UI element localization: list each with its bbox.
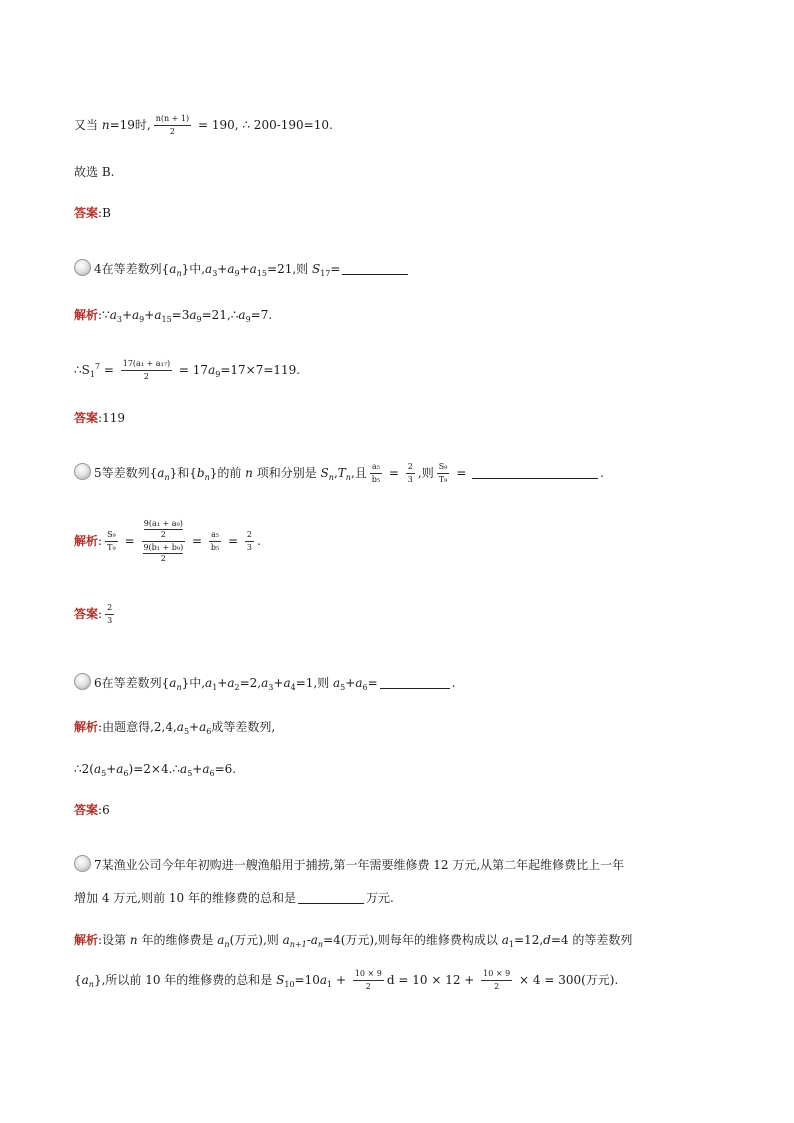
text: 项和分别是 xyxy=(252,466,321,480)
inner-numerator: 9(b₁ + b₉) xyxy=(143,543,184,552)
solution-continuation xyxy=(74,114,333,137)
var: a xyxy=(116,762,124,776)
op: + xyxy=(106,762,117,776)
fraction xyxy=(370,462,382,485)
subscript: 17 xyxy=(320,269,331,278)
answer-blank[interactable] xyxy=(342,262,408,275)
fraction-numerator: 10 × 9 xyxy=(353,969,384,981)
op: - xyxy=(306,933,311,947)
op: + xyxy=(345,676,356,690)
var: a xyxy=(176,720,184,734)
text: 故选 B. xyxy=(74,165,115,179)
question-number: 4 xyxy=(94,262,102,276)
var: a xyxy=(227,676,235,690)
text: 又当 xyxy=(74,118,102,132)
compound-denominator xyxy=(141,542,185,564)
subscript: 4 xyxy=(290,683,296,692)
var: a xyxy=(355,676,363,690)
text: 增加 4 万元,则前 10 年的维修费的总和是 xyxy=(74,891,296,905)
text: = xyxy=(100,363,118,377)
subscript: 10 xyxy=(284,980,295,989)
text: =10 xyxy=(294,973,320,987)
question-5 xyxy=(74,462,604,486)
op: + xyxy=(189,720,200,734)
question-bullet-icon xyxy=(74,463,91,480)
var: a xyxy=(319,973,328,987)
op: + xyxy=(273,676,284,690)
op: + xyxy=(121,308,133,322)
fraction-denominator: b₅ xyxy=(210,543,220,552)
text: 年的维修费是 xyxy=(137,933,218,947)
compound-fraction xyxy=(141,519,185,564)
subscript: 15 xyxy=(161,315,172,324)
solution-label: 解析 xyxy=(74,534,99,548)
fraction-denominator: T₉ xyxy=(107,543,116,552)
var: a xyxy=(261,676,269,690)
fraction xyxy=(121,359,172,382)
var: S xyxy=(276,973,285,987)
question-number: 5 xyxy=(94,466,102,480)
fraction-numerator: n(n + 1) xyxy=(154,114,191,126)
subscript: n xyxy=(317,940,324,949)
subscript: 1 xyxy=(327,980,333,989)
text: =3 xyxy=(171,308,190,322)
text: = xyxy=(330,262,341,276)
text: =19时, xyxy=(109,118,151,132)
colon: : xyxy=(98,206,103,220)
text: 在等差数列{ xyxy=(101,676,170,690)
subscript: 6 xyxy=(123,769,129,778)
fraction-numerator: S₉ xyxy=(437,462,450,474)
q5-solution xyxy=(74,519,261,564)
fraction-denominator: 3 xyxy=(107,616,113,625)
subscript: 9 xyxy=(245,315,251,324)
colon: : xyxy=(98,933,103,947)
inner-denominator: 2 xyxy=(160,530,166,539)
text: 设第 xyxy=(102,933,130,947)
text: =6. xyxy=(214,762,237,776)
op: = xyxy=(385,466,403,480)
text: (万元),则 xyxy=(229,933,283,947)
subscript: 1 xyxy=(508,940,514,949)
subscript: 3 xyxy=(212,269,218,278)
question-4 xyxy=(74,259,410,282)
var: n xyxy=(245,466,253,480)
solution-label: 解析 xyxy=(74,933,99,947)
subscript: 5 xyxy=(183,727,190,736)
var: a xyxy=(93,762,102,776)
fraction xyxy=(406,462,415,485)
answer-label: 答案 xyxy=(74,607,99,621)
text: ∴2( xyxy=(74,762,94,776)
subscript: n xyxy=(176,683,182,692)
answer-blank[interactable] xyxy=(298,891,364,904)
answer-line-5 xyxy=(74,600,117,628)
var: a xyxy=(169,262,177,276)
var: a xyxy=(283,676,291,690)
q4-solution xyxy=(74,307,272,328)
var: b xyxy=(196,466,205,480)
subscript: n xyxy=(345,473,351,482)
answer-line-3 xyxy=(74,205,111,221)
q6-solution-line2 xyxy=(74,761,236,782)
subscript: 15 xyxy=(256,269,268,278)
fraction-numerator: 2 xyxy=(406,462,415,474)
fraction xyxy=(437,462,450,485)
subscript: n xyxy=(176,269,182,278)
var: a xyxy=(501,933,509,947)
compound-numerator xyxy=(142,519,185,542)
fraction-numerator: a₅ xyxy=(209,530,221,542)
fraction-numerator: S₉ xyxy=(105,530,118,542)
text: =12, xyxy=(514,933,544,947)
fraction-denominator: 3 xyxy=(246,543,253,552)
text: }的前 xyxy=(209,466,246,480)
subscript: 9 xyxy=(139,315,145,324)
var: a xyxy=(249,262,257,276)
text: ,则 xyxy=(417,466,434,480)
subscript: n xyxy=(224,940,230,949)
fraction xyxy=(353,969,384,992)
text: = 190, ∴ 200-190=10. xyxy=(194,118,333,132)
var: a xyxy=(227,262,235,276)
var: a xyxy=(208,363,216,377)
var: a xyxy=(157,466,165,480)
q7-solution-line2 xyxy=(74,966,618,999)
text: =17×7=119. xyxy=(220,363,301,377)
answer-fraction xyxy=(105,603,114,626)
text: × 4 = 300(万元). xyxy=(515,973,619,987)
question-7 xyxy=(74,855,624,873)
var: a xyxy=(202,762,210,776)
var: a xyxy=(189,308,197,322)
answer-blank[interactable] xyxy=(380,676,450,689)
text: 由题意得,2,4, xyxy=(102,720,177,734)
question-7-line2 xyxy=(74,890,394,906)
var: a xyxy=(333,676,341,690)
fraction-numerator: 2 xyxy=(245,530,254,542)
subscript: n xyxy=(328,473,334,482)
var: a xyxy=(180,762,188,776)
text: 万元. xyxy=(365,891,394,905)
var: a xyxy=(205,676,213,690)
text: ∴S xyxy=(74,363,90,377)
var: a xyxy=(282,933,290,947)
subscript: 5 xyxy=(187,769,193,778)
fraction xyxy=(209,530,221,553)
choice-statement xyxy=(74,164,114,180)
var: d xyxy=(543,933,551,947)
fraction-denominator: 2 xyxy=(169,127,175,136)
var: a xyxy=(217,933,225,947)
text: }中, xyxy=(181,676,206,690)
text: =4(万元),则每年的维修费构成以 xyxy=(323,933,502,947)
var: a xyxy=(81,973,89,987)
var: a xyxy=(109,308,117,322)
subscript: n xyxy=(164,473,170,482)
text: 成等差数列, xyxy=(211,720,276,734)
op: + xyxy=(192,762,203,776)
text: ∵ xyxy=(102,308,110,322)
text: =2, xyxy=(239,676,262,690)
colon: : xyxy=(98,411,103,425)
solution-label: 解析 xyxy=(74,308,99,322)
fraction-denominator: 2 xyxy=(365,982,371,991)
op: + xyxy=(217,262,228,276)
op: + xyxy=(144,308,155,322)
var: a xyxy=(169,676,177,690)
answer-line-6 xyxy=(74,802,110,818)
text: , xyxy=(333,466,338,480)
fraction-denominator: b₅ xyxy=(371,475,381,484)
text: }中, xyxy=(181,262,206,276)
text: 在等差数列{ xyxy=(101,262,170,276)
subscript: 9 xyxy=(215,370,221,379)
fraction xyxy=(154,114,191,137)
var: a xyxy=(205,262,213,276)
var: a xyxy=(238,308,246,322)
subscript: 6 xyxy=(209,769,215,778)
answer-label: 答案 xyxy=(74,803,99,817)
var: T xyxy=(337,466,346,480)
q6-solution xyxy=(74,719,275,740)
text: 等差数列{ xyxy=(101,466,158,480)
var: a xyxy=(310,933,318,947)
subscript: 1 xyxy=(212,683,218,692)
subscript: n xyxy=(88,980,94,989)
subscript: 1 xyxy=(89,370,95,379)
text: ,且 xyxy=(350,466,367,480)
text: = 17 xyxy=(175,363,209,377)
subscript: 9 xyxy=(234,269,240,278)
op: = xyxy=(452,466,471,480)
op: + xyxy=(239,262,250,276)
var: S xyxy=(311,262,321,276)
answer-value: 6 xyxy=(102,803,110,817)
subscript: 6 xyxy=(206,727,212,736)
op: + xyxy=(217,676,228,690)
answer-value: B xyxy=(102,206,111,220)
answer-label: 答案 xyxy=(74,411,99,425)
superscript: 7 xyxy=(94,362,101,371)
var-n: n xyxy=(101,118,110,132)
op: = xyxy=(120,534,139,548)
subscript: n+1 xyxy=(289,940,307,949)
colon: : xyxy=(98,803,103,817)
var: S xyxy=(320,466,329,480)
text: =21,则 xyxy=(267,262,312,276)
subscript: n xyxy=(204,473,210,482)
fraction-numerator: 2 xyxy=(105,603,114,615)
answer-blank[interactable] xyxy=(472,466,598,479)
subscript: 3 xyxy=(268,683,274,692)
var: a xyxy=(199,720,207,734)
q7-solution xyxy=(74,932,632,953)
answer-label: 答案 xyxy=(74,206,99,220)
fraction-numerator: 10 × 9 xyxy=(481,969,512,981)
fraction-denominator: T₉ xyxy=(438,475,448,484)
subscript: 5 xyxy=(101,769,107,778)
fraction-numerator: 17(a₁ + a₁₇) xyxy=(121,359,172,371)
solution-label: 解析 xyxy=(74,720,99,734)
question-bullet-icon xyxy=(74,855,91,872)
text: =21,∴ xyxy=(201,308,239,322)
op: = xyxy=(188,534,206,548)
subscript: 5 xyxy=(340,683,346,692)
var: a xyxy=(154,308,162,322)
inner-numerator: 9(a₁ + a₉) xyxy=(143,519,183,528)
q4-solution-line2 xyxy=(74,359,300,383)
answer-line-4 xyxy=(74,410,125,426)
text: )=2×4.∴ xyxy=(128,762,181,776)
colon: : xyxy=(98,534,103,548)
subscript: 6 xyxy=(362,683,368,692)
fraction-denominator: 3 xyxy=(407,475,413,484)
fraction xyxy=(105,530,118,553)
subscript: 3 xyxy=(116,315,122,324)
subscript: 2 xyxy=(234,683,240,692)
text: =4 的等差数列 xyxy=(550,933,633,947)
question-bullet-icon xyxy=(74,259,91,276)
op: = xyxy=(224,534,242,548)
var: n xyxy=(129,933,138,947)
subscript: 9 xyxy=(196,315,202,324)
fraction xyxy=(481,969,512,992)
period: . xyxy=(600,466,604,480)
text: }和{ xyxy=(169,466,197,480)
question-bullet-icon xyxy=(74,673,91,690)
text: = xyxy=(367,676,378,690)
fraction-numerator: a₅ xyxy=(370,462,382,474)
answer-value: 119 xyxy=(102,411,125,425)
fraction-denominator: 2 xyxy=(143,372,149,381)
text: { xyxy=(74,973,82,987)
question-6 xyxy=(74,673,455,696)
text: 某渔业公司今年年初购进一艘渔船用于捕捞,第一年需要维修费 12 万元,从第二年起维修费比上一年 xyxy=(101,858,625,872)
colon: : xyxy=(98,308,103,322)
text: },所以前 10 年的维修费的总和是 xyxy=(93,973,277,987)
text: =1,则 xyxy=(295,676,334,690)
var: a xyxy=(132,308,140,322)
question-number: 6 xyxy=(94,676,102,690)
text: =7. xyxy=(250,308,273,322)
period: . xyxy=(257,534,261,548)
fraction-denominator: 2 xyxy=(494,982,500,991)
fraction xyxy=(245,530,254,553)
period: . xyxy=(451,676,456,690)
text: + xyxy=(332,973,350,987)
text: d = 10 × 12 + xyxy=(386,973,479,987)
inner-denominator: 2 xyxy=(160,554,166,563)
question-number: 7 xyxy=(94,858,102,872)
colon: : xyxy=(98,720,103,734)
colon: : xyxy=(98,607,103,621)
